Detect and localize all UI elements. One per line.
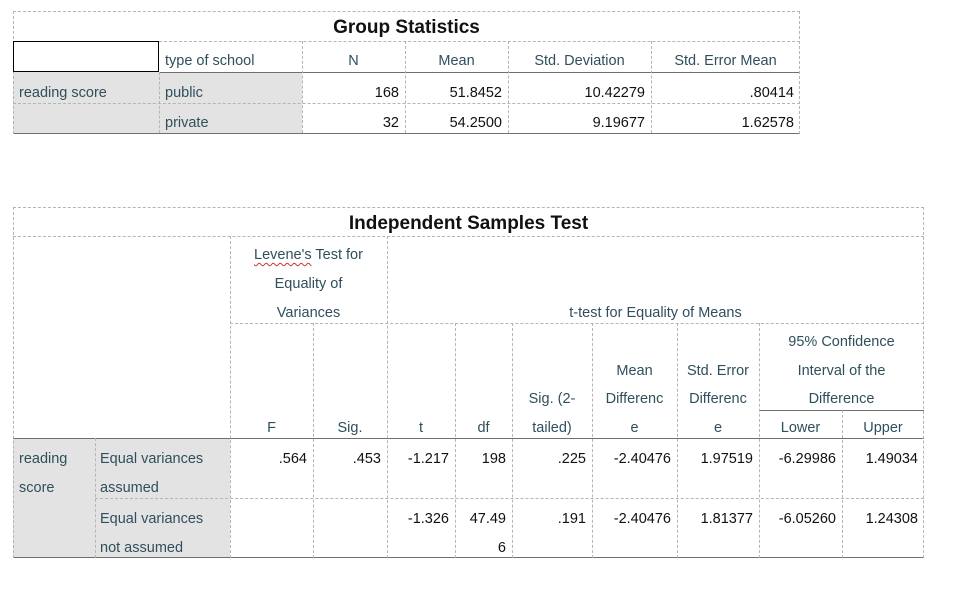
- ist-cell-lower: -6.05260: [778, 511, 836, 527]
- ist-row-label: reading: [19, 451, 68, 467]
- ist-border-right: [923, 207, 924, 558]
- ist-border-left: [13, 207, 14, 558]
- gs-row-group: private: [165, 115, 209, 131]
- gs-title: Group Statistics: [333, 17, 480, 38]
- gs-header-factor: type of school: [165, 53, 255, 69]
- ist-border-v-sig: [313, 323, 314, 558]
- gs-cell-se: 1.62578: [741, 115, 794, 131]
- gs-row-group: public: [165, 85, 203, 101]
- ist-ci-header: 95% Confidence: [788, 334, 895, 350]
- ist-cell-sig: .453: [352, 451, 381, 467]
- ist-row-sublabel: Equal variances: [100, 451, 204, 467]
- ist-col-sig2: tailed): [532, 420, 572, 436]
- ist-col-sig: Sig.: [337, 420, 363, 436]
- ist-cell-t: -1.326: [407, 511, 449, 527]
- ist-levene-header: [230, 247, 387, 263]
- ist-col-se-diff: Std. Error: [686, 363, 750, 379]
- ist-cell-df: 47.49: [469, 511, 506, 527]
- ist-col-mean-diff: Differenc: [605, 391, 664, 407]
- gs-cell-sd: 9.19677: [592, 115, 645, 131]
- ist-ci-header: Interval of the: [797, 363, 886, 379]
- gs-cell-n: 168: [374, 85, 399, 101]
- gs-cell-mean: 51.8452: [449, 85, 502, 101]
- gs-cell-n: 32: [382, 115, 399, 131]
- ist-cell-df-wrap: 6: [497, 540, 506, 556]
- gs-header-sd: Std. Deviation: [534, 53, 625, 69]
- ist-levene-line2: Equality of: [274, 276, 343, 292]
- ist-cell-sig2: .191: [557, 511, 586, 527]
- ist-border-title: [13, 236, 924, 237]
- ist-cell-mean-diff: -2.40476: [613, 451, 671, 467]
- ist-cell-lower: -6.29986: [778, 451, 836, 467]
- gs-header-n: N: [348, 53, 359, 69]
- ist-col-upper: Upper: [863, 420, 903, 436]
- ist-ttest-header: t-test for Equality of Means: [569, 305, 742, 321]
- ist-border-top: [13, 207, 924, 208]
- ist-ci-header: Difference: [808, 391, 875, 407]
- ist-row-sublabel: Equal variances: [100, 511, 204, 527]
- ist-col-t: t: [418, 420, 424, 436]
- ist-row-label: score: [19, 480, 55, 496]
- ist-levene-line3: Variances: [276, 305, 341, 321]
- ist-border-group: [230, 323, 924, 324]
- gs-header-se: Std. Error Mean: [674, 53, 777, 69]
- ist-border-row1: [95, 498, 924, 499]
- ist-levene-rest: Test for: [315, 247, 363, 263]
- ist-cell-sig2: .225: [557, 451, 586, 467]
- ist-border-v-label: [95, 438, 96, 558]
- gs-corner-cell[interactable]: [13, 41, 159, 72]
- ist-row-sublabel: not assumed: [100, 540, 184, 556]
- ist-col-mean-diff: e: [630, 420, 639, 436]
- ist-col-se-diff: Differenc: [689, 391, 747, 407]
- ist-col-f: F: [267, 420, 276, 436]
- gs-border-row1: [13, 103, 800, 104]
- gs-cell-sd: 10.42279: [584, 85, 645, 101]
- ist-col-lower: Lower: [780, 420, 821, 436]
- ist-title: Independent Samples Test: [348, 213, 589, 234]
- ist-cell-se-diff: 1.81377: [700, 511, 753, 527]
- ist-col-se-diff: e: [713, 420, 723, 436]
- ist-cell-mean-diff: -2.40476: [613, 511, 671, 527]
- ist-cell-upper: 1.49034: [865, 451, 918, 467]
- ist-cell-f: .564: [278, 451, 307, 467]
- ist-border-v-t: [387, 236, 388, 558]
- ist-cell-df: 198: [481, 451, 506, 467]
- ist-col-df: df: [477, 420, 490, 436]
- ist-cell-t: -1.217: [407, 451, 449, 467]
- gs-header-mean: Mean: [438, 53, 475, 69]
- ist-cell-upper: 1.24308: [865, 511, 918, 527]
- gs-border-bottom: [13, 133, 800, 134]
- ist-levene-word: Levene's: [254, 247, 312, 263]
- ist-row-sublabel: assumed: [100, 480, 159, 496]
- gs-border-v1: [159, 72, 160, 133]
- gs-cell-se: .80414: [749, 85, 794, 101]
- gs-border-title: [159, 41, 800, 42]
- gs-border-top: [13, 11, 800, 12]
- ist-cell-se-diff: 1.97519: [700, 451, 753, 467]
- ist-border-header: [13, 438, 924, 439]
- ist-col-mean-diff: Mean: [616, 363, 653, 379]
- gs-border-header: [159, 72, 800, 73]
- gs-cell-mean: 54.2500: [449, 115, 502, 131]
- gs-row-label: reading score: [19, 85, 107, 101]
- ist-border-bottom: [13, 557, 924, 558]
- ist-col-sig2: Sig. (2-: [528, 391, 576, 407]
